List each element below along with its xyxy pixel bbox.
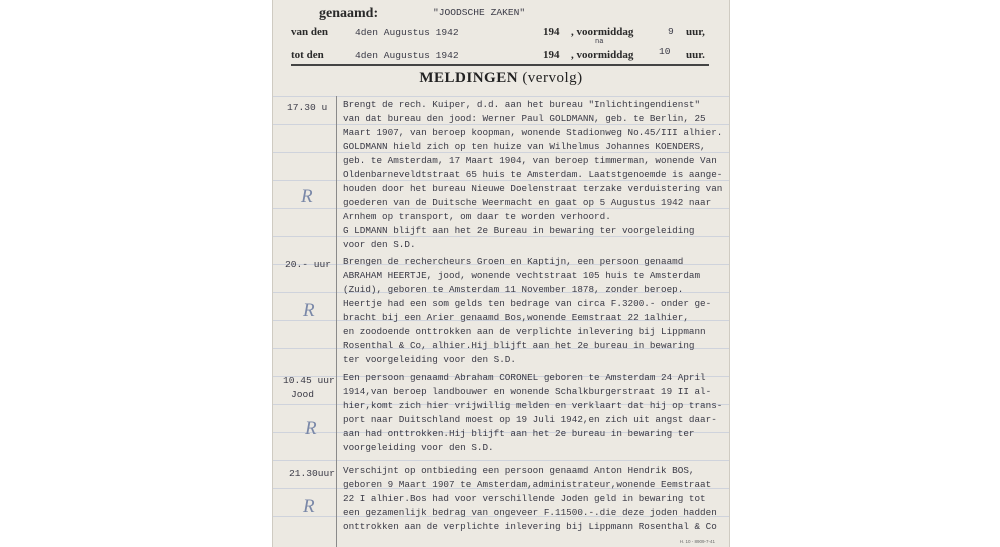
margin-line [336, 96, 337, 547]
entry-text: Een persoon genaamd Abraham CORONEL geboren te Amsterdam 24 April 1914,van beroep landbouwer en wonende Schalkburgerstraat 19 II al- hier,komt zich hier vrijwillig melden en verklaart dat hij op trans- port naar Duitschland moest op 19 Juli 1942,en zich uit angst daar- aan had onttrokken.Hij blijft aan het 2e bureau in bewaring ter voorgeleiding voor den S.D. [343, 372, 723, 453]
initial-mark: R [301, 186, 313, 207]
page-title [273, 70, 729, 87]
entry-time-note: Jood [291, 389, 315, 400]
title-suffix: (vervolg) [522, 70, 583, 86]
entry-text: Verschijnt op ontbieding een persoon genaamd Anton Hendrik BOS, geboren 9 Maart 1907 te Amsterdam,administrateur,wonende Eemstraat 22 I alhier.Bos had voor verschillende Joden geld in bewaring tot een gezamenlijk bedrag van ongeveer F.11500.-.die deze joden hadden onttrokken aan de verplichte inlevering bij Lippmann Rosenthal & Co [343, 465, 717, 532]
genaamd-label: genaamd: [319, 6, 379, 21]
initial-mark: R [305, 418, 317, 439]
to-date: 4den Augustus 1942 [355, 50, 459, 61]
to-hour-unit: uur. [686, 49, 705, 61]
entry-time: 17.30 u [287, 102, 328, 113]
document-page [272, 0, 730, 547]
genaamd-value: "JOODSCHE ZAKEN" [433, 7, 526, 18]
to-daypart: , voormiddag [571, 49, 634, 61]
from-daypart: , voormiddag [571, 26, 634, 38]
entry-text: Brengen de rechercheurs Groen en Kaptijn, een persoon genaamd ABRAHAM HEERTJE, jood, wonende vechtstraat 105 huis te Amsterdam (Zuid), geboren te Amsterdam 11 November 1878, zonder beroep. Heertje had een som gelds ten bedrage van circa F.3200.- onder ge- bracht bij een Arier genaamd Bos,wonende Eemstraat 22 1alhier, en zoodoende onttrokken aan de verplichte inlevering bij Lippmann Rosenthal & Co, alhier.Hij blijft aan het 2e bureau in bewaring ter voorgeleiding voor den S.D. [343, 256, 712, 365]
to-year: 194 [543, 49, 560, 61]
entry-time: 10.45 uur [283, 375, 335, 386]
initial-mark: R [303, 300, 315, 321]
initial-mark: R [303, 496, 315, 517]
from-hour: 9 [668, 26, 674, 37]
to-daypart-correction: na [595, 38, 604, 46]
header-rule [291, 64, 709, 66]
from-hour-unit: uur, [686, 26, 705, 38]
to-hour: 10 [659, 46, 671, 57]
entry-time: 21.30uur [289, 468, 336, 479]
from-label: van den [291, 26, 328, 38]
to-label: tot den [291, 49, 324, 61]
from-date: 4den Augustus 1942 [355, 27, 459, 38]
entry-time: 20.- uur [285, 259, 332, 270]
form-code: H. 10 - 8909-7-41 [679, 539, 715, 544]
entry-text: Brengt de rech. Kuiper, d.d. aan het bureau "Inlichtingendienst" van dat bureau den jood: Werner Paul GOLDMANN, geb. te Berlin, 25 Maart 1907, van beroep koopman, wonende Stadionweg No.45/III alhier. GOLDMANN hield zich op ten huize van Wilhelmus Johannes KOENDERS, geb. te Amsterdam, 17 Maart 1904, van beroep timmerman, wonende Van Oldenbarneveldtstraat 65 huis te Amsterdam. Laatstgenoemde is aange- houden door het bureau Nieuwe Doelenstraat terzake verduistering van goederen van de Duitsche Weermacht en gaat op 5 Augustus 1942 naar Arnhem op transport, om daar te worden verhoord. G LDMANN blijft aan het 2e Bureau in bewaring ter voorgeleiding voor den S.D. [343, 99, 723, 250]
from-year: 194 [543, 26, 560, 38]
title-main: MELDINGEN [419, 70, 519, 86]
